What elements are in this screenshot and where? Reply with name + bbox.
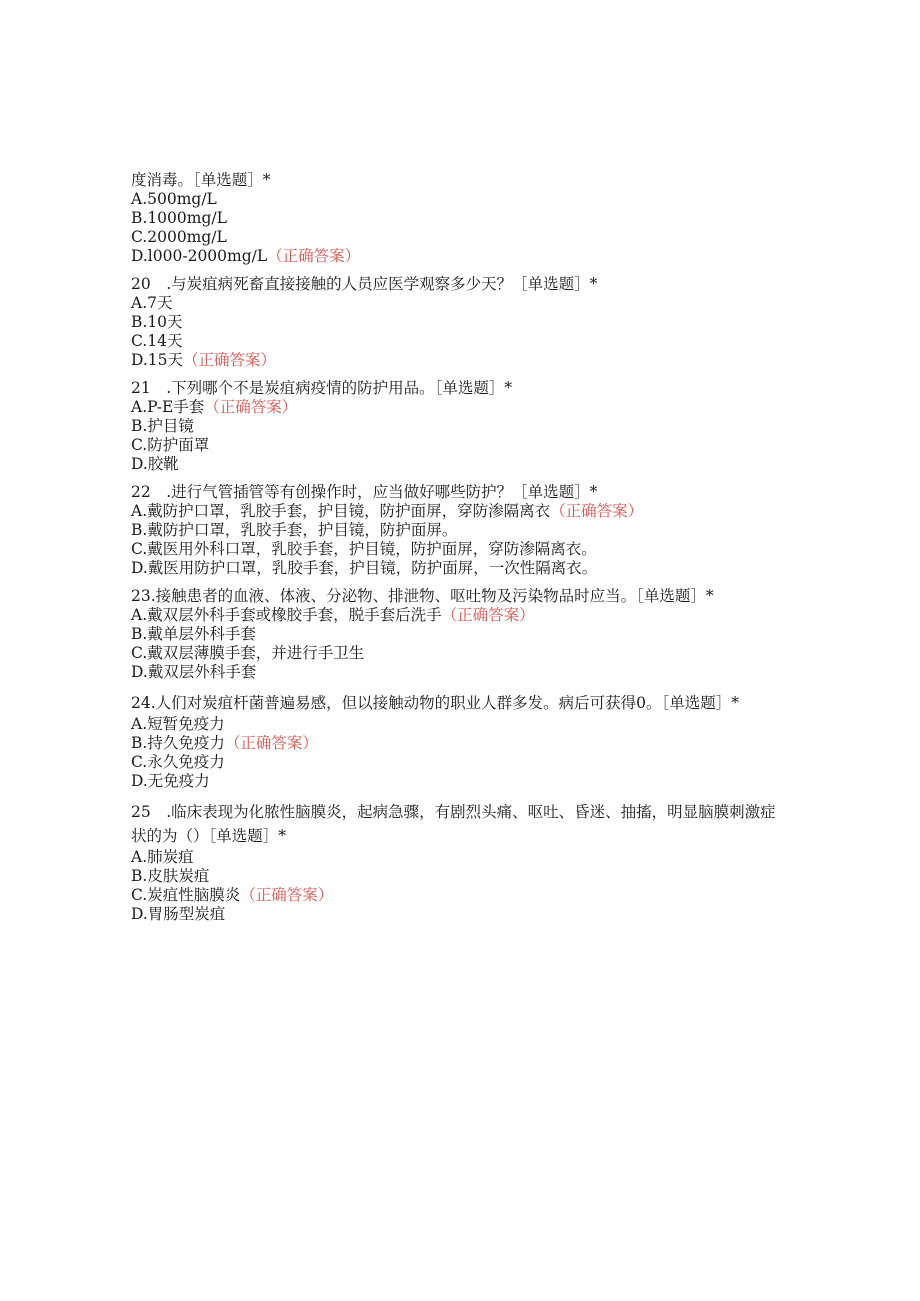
answer-option: [131, 644, 781, 663]
answer-option: [131, 715, 781, 734]
option-text: D.戴双层外科手套: [131, 663, 257, 681]
option-text: A.肺炭疽: [131, 848, 194, 866]
question-stem: [131, 587, 781, 606]
correct-answer-marker: （正确答案）: [204, 398, 298, 416]
answer-option: [131, 247, 781, 266]
option-text: B.皮肤炭疽: [131, 867, 210, 885]
answer-option: [131, 521, 781, 540]
answer-option: [131, 502, 781, 521]
option-text: B.1000mg∕L: [131, 209, 227, 227]
answer-option: [131, 332, 781, 351]
option-text: C.炭疽性脑膜炎: [131, 886, 241, 904]
option-text: B.护目镜: [131, 417, 194, 435]
option-text: B.持久免疫力: [131, 734, 225, 752]
answer-option: [131, 867, 781, 886]
option-text: A.P-E手套: [131, 398, 205, 416]
answer-option: [131, 313, 781, 332]
question-stem: [131, 483, 781, 502]
answer-option: [131, 772, 781, 791]
answer-option: [131, 848, 781, 867]
option-text: C.2000mg∕L: [131, 228, 227, 246]
correct-answer-marker: （正确答案）: [240, 886, 334, 904]
option-text: C.永久免疫力: [131, 753, 225, 771]
question-text: 20 .与炭疽病死畜直接接触的人员应医学观察多少天？［单选题］*: [131, 275, 598, 293]
correct-answer-marker: （正确答案）: [224, 734, 318, 752]
answer-option: [131, 540, 781, 559]
option-text: D.l000-2000mg∕L: [131, 247, 268, 265]
question-stem: [131, 800, 781, 848]
correct-answer-marker: （正确答案）: [267, 247, 361, 265]
answer-option: [131, 606, 781, 625]
question-text: 22 .进行气管插管等有创操作时，应当做好哪些防护？［单选题］*: [131, 483, 598, 501]
option-text: A.戴双层外科手套或橡胶手套，脱手套后洗手: [131, 606, 442, 624]
option-text: D.胃肠型炭疽: [131, 905, 226, 923]
answer-option: [131, 209, 781, 228]
answer-option: [131, 886, 781, 905]
answer-option: [131, 228, 781, 247]
question-stem: [131, 691, 781, 715]
question-document: [131, 162, 781, 924]
option-text: A.短暂免疫力: [131, 715, 225, 733]
option-text: C.戴双层薄膜手套，并进行手卫生: [131, 644, 365, 662]
question-text: 24.人们对炭疽杆菌普遍易感，但以接触动物的职业人群多发。病后可获得0。［单选题］*: [131, 694, 740, 712]
answer-option: [131, 559, 781, 578]
question-stem: [131, 171, 781, 190]
correct-answer-marker: （正确答案）: [183, 351, 277, 369]
option-text: C.戴医用外科口罩，乳胶手套，护目镜，防护面屏，穿防渗隔离衣。: [131, 540, 597, 558]
answer-option: [131, 753, 781, 772]
option-text: D.无免疫力: [131, 772, 210, 790]
answer-option: [131, 351, 781, 370]
question-text: 21 .下列哪个不是炭疽病疫情的防护用品。［单选题］*: [131, 379, 513, 397]
question-stem: [131, 379, 781, 398]
option-text: B.戴单层外科手套: [131, 625, 256, 643]
answer-option: [131, 455, 781, 474]
answer-option: [131, 398, 781, 417]
answer-option: [131, 734, 781, 753]
answer-option: [131, 625, 781, 644]
answer-option: [131, 294, 781, 313]
question-text: 23.接触患者的血液、体液、分泌物、排泄物、呕吐物及污染物品时应当。［单选题］*: [131, 587, 714, 605]
option-text: A.500mg∕L: [131, 190, 217, 208]
correct-answer-marker: （正确答案）: [441, 606, 535, 624]
question-text: 度消毒。［单选题］*: [131, 171, 271, 189]
option-text: D.戴医用防护口罩，乳胶手套，护目镜，防护面屏，一次性隔离衣。: [131, 559, 598, 577]
option-text: D.胶靴: [131, 455, 179, 473]
question-stem: [131, 275, 781, 294]
option-text: B.戴防护口罩，乳胶手套，护目镜，防护面屏。: [131, 521, 458, 539]
option-text: A.戴防护口罩，乳胶手套，护目镜，防护面屏，穿防渗隔离衣: [131, 502, 551, 520]
question-text: 25 .临床表现为化脓性脑膜炎，起病急骤，有剧烈头痛、呕吐、昏迷、抽搐，明显脑膜刺激症状的为（）［单选题］*: [131, 803, 776, 845]
answer-option: [131, 190, 781, 209]
answer-option: [131, 436, 781, 455]
correct-answer-marker: （正确答案）: [550, 502, 644, 520]
option-text: D.15天: [131, 351, 184, 369]
option-text: C.防护面罩: [131, 436, 210, 454]
option-text: C.14天: [131, 332, 183, 350]
option-text: A.7天: [131, 294, 173, 312]
answer-option: [131, 905, 781, 924]
answer-option: [131, 663, 781, 682]
option-text: B.10天: [131, 313, 183, 331]
answer-option: [131, 417, 781, 436]
